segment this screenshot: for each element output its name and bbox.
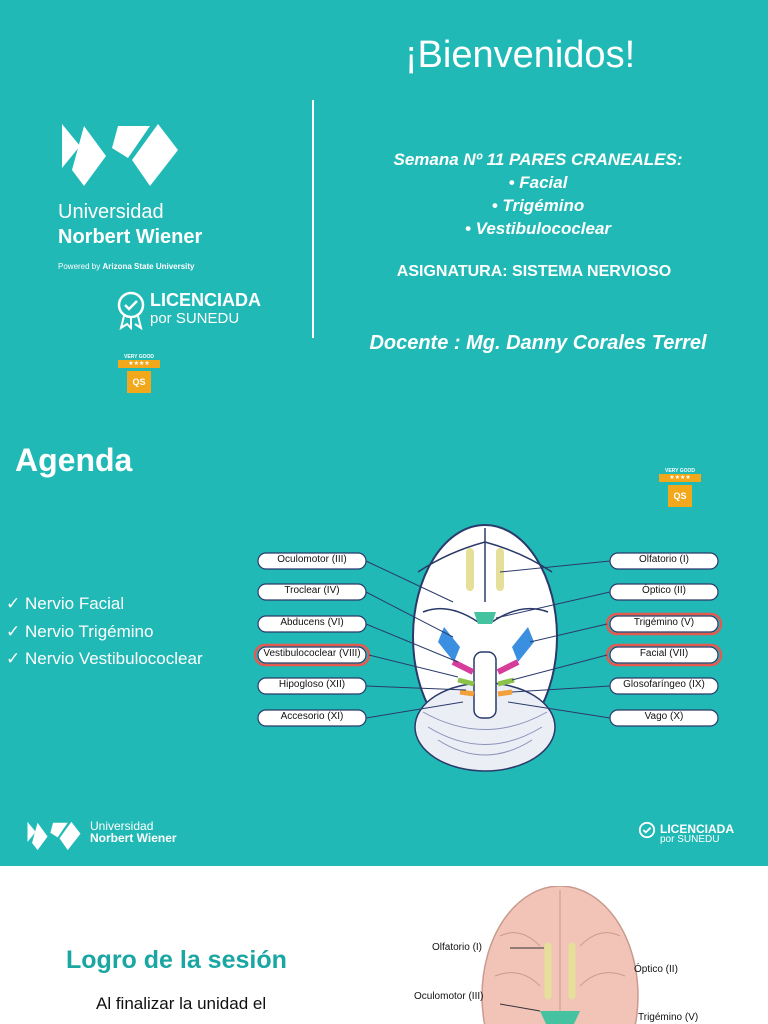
footer-university-line1: Universidad [90, 819, 154, 833]
university-line2: Norbert Wiener [58, 226, 203, 248]
asu-text: Arizona State University [102, 262, 195, 271]
asignatura: ASIGNATURA: SISTEMA NERVIOSO [396, 263, 672, 280]
qs-badge [118, 354, 160, 393]
nerve-label-right: Vago (X) [644, 711, 684, 722]
footer-licenciada-line1: LICENCIADA [660, 822, 734, 836]
seal-icon [116, 290, 146, 330]
welcome-title: ¡Bienvenidos! [404, 34, 636, 76]
nerve-label-left: Oculomotor (III) [277, 554, 347, 565]
qs-label: QS [127, 371, 151, 393]
university-logo-icon [58, 120, 182, 190]
university-line1: Universidad [58, 201, 164, 223]
slide-agenda [0, 432, 768, 866]
university-logo-icon [24, 820, 84, 852]
semana-line: Semana Nº 11 PARES CRANEALES: [393, 150, 683, 169]
agenda-item: ✓ Nervio Vestibulococlear [6, 649, 203, 668]
licenciada-line2: por SUNEDU [150, 310, 240, 327]
agenda-item: ✓ Nervio Trigémino [6, 622, 154, 641]
qs-very-good: VERY GOOD [123, 354, 154, 360]
logro-title: Logro de la sesión [66, 946, 287, 974]
cranial-nerves-diagram [248, 512, 728, 772]
nerve-label-right: Glosofaríngeo (IX) [623, 679, 705, 690]
brainstem-icon [474, 652, 496, 718]
logro-text: Al finalizar la unidad el [96, 994, 267, 1013]
nerve-label-left: Hipogloso (XII) [278, 679, 346, 690]
agenda-title: Agenda [15, 442, 133, 478]
brain-label: Olfatorio (I) [432, 942, 483, 953]
qs-label: QS [668, 485, 692, 507]
nerve-label-left: Accesorio (XI) [280, 711, 344, 722]
footer-university-line2: Norbert Wiener [90, 831, 177, 845]
footer-university [90, 820, 177, 844]
qs-stars: ★★★★ [118, 360, 160, 368]
seal-icon [638, 820, 656, 846]
qs-badge [659, 468, 701, 507]
brain-label: Oculomotor (III) [414, 991, 484, 1002]
topic-item: • Facial [508, 173, 568, 192]
nerve-label-right: Olfatorio (I) [638, 554, 689, 565]
nerve-label-right: Óptico (II) [642, 585, 686, 596]
licenciada-line1: LICENCIADA [150, 290, 261, 310]
nerve-label-left: Vestibulococlear (VIII) [263, 648, 361, 659]
qs-stars: ★★★★ [659, 474, 701, 482]
brain-label: Trigémino (V) [638, 1012, 699, 1023]
qs-very-good: VERY GOOD [664, 468, 695, 474]
university-name [58, 200, 202, 250]
topic-item: • Trigémino [491, 196, 585, 215]
slide-welcome [0, 0, 768, 432]
session-info [338, 148, 738, 240]
nerve-label-left: Troclear (IV) [284, 585, 340, 596]
nerve-label-left: Abducens (VI) [280, 617, 344, 628]
brain-label: Óptico (II) [634, 964, 678, 975]
brain-diagram-partial [470, 886, 650, 1024]
agenda-item: ✓ Nervio Facial [6, 594, 125, 613]
topic-item: • Vestibulococlear [464, 219, 612, 238]
footer-licenciada-line2: por SUNEDU [660, 834, 720, 845]
asu-powered: Powered by Arizona State University [58, 262, 195, 271]
vertical-divider [312, 100, 314, 338]
docente: Docente : Mg. Danny Corales Terrel [369, 332, 707, 354]
slide-logro [0, 866, 768, 1024]
nerve-label-right: Facial (VII) [639, 648, 689, 659]
nerve-label-right: Trigémino (V) [633, 617, 695, 628]
